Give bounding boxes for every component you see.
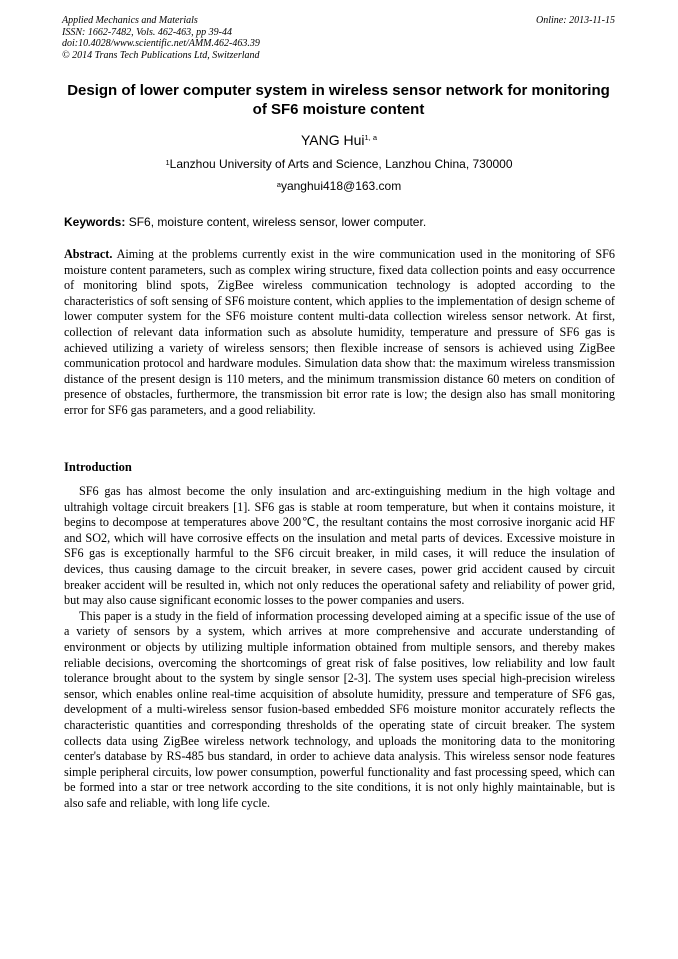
- abstract-text: Aiming at the problems currently exist in the wire communication used in the monitoring of SF6 moisture content parameters, such as complex wiring structure, fixed data collection points and easy occurrence of monitoring blind spots, ZigBee wireless communication technology is adopted according to the characteristics of soft sensing of SF6 moisture content, which applies to the implementation of design scheme of lower computer system for the SF6 moisture content multi-data collection wireless sensor network. At first, collection of relevant data information such as absolute humidity, temperature and pressure of SF6 gas is achieved utilizing a variety of wireless sensors; then flexible increase of sensors is achieved using ZigBee communication protocol and hardware modules. Simulation data show that: the maximum wireless transmission distance of the present design is 110 meters, and the minimum transmission distance 60 meters on condition of presence of obstacles, furthermore, the transmission bit error rate is low; the design also has small monitoring error for SF6 gas parameters, and a good reliability.: [64, 247, 615, 417]
- doi-line: doi:10.4028/www.scientific.net/AMM.462-463.39: [62, 38, 260, 49]
- paper-title: Design of lower computer system in wireless sensor network for monitoring of SF6 moisture content: [67, 82, 610, 118]
- affiliation-superscript: 1: [165, 158, 170, 167]
- keywords-text: SF6, moisture content, wireless sensor, lower computer.: [125, 215, 427, 229]
- author-name: YANG Hui: [300, 132, 365, 148]
- author-superscript: 1, a: [364, 133, 378, 142]
- abstract-label: Abstract.: [64, 247, 113, 261]
- keywords-line: [64, 215, 615, 230]
- email-text: yanghui418@163.com: [280, 179, 402, 193]
- issn-line: ISSN: 1662-7482, Vols. 462-463, pp 39-44: [62, 26, 232, 38]
- abstract-paragraph: [64, 247, 615, 419]
- affiliation-text: Lanzhou University of Arts and Science, Lanzhou China, 730000: [169, 157, 513, 171]
- email-superscript: a: [276, 180, 281, 189]
- keywords-label: Keywords:: [64, 215, 126, 229]
- author-line: [0, 131, 678, 149]
- introduction-heading: Introduction: [64, 460, 132, 474]
- online-date: Online: 2013-11-15: [536, 15, 615, 26]
- journal-header: [62, 15, 615, 61]
- email-line: [0, 179, 678, 194]
- affiliation-line: [0, 157, 678, 172]
- journal-name: Applied Mechanics and Materials: [62, 15, 198, 26]
- introduction-paragraph-1: SF6 gas has almost become the only insulation and arc-extinguishing medium in the high voltage and ultrahigh voltage circuit breakers [1]. SF6 gas is stable at room temperature, but when it contains moisture, it begins to decompose at temperatures above 200℃, the resultant contains the most corrosive inorganic acid HF and SO2, which will have corrosive effects on the insulation and metal parts of devices. Excessive moisture in SF6 gas is exceptionally harmful to the SF6 circuit breaker, in mild cases, it will reduce the insulation of devices, thus causing damage to the circuit breaker, in severe cases, power grid accident caused by circuit breaker accident will be resulted in, which not only reduces the operational safety and reliability of power grid, but may also cause significant economic losses to the power companies and users.: [64, 484, 615, 608]
- copyright-line: © 2014 Trans Tech Publications Ltd, Switzerland: [62, 49, 260, 61]
- introduction-paragraph-2: This paper is a study in the field of information processing developed aiming at a specific issue of the use of a variety of sensors by a system, which arrives at more comprehensive and accurate understanding of environment or objects by utilizing multiple information obtained from multiple sensors, and thereby makes reliable decisions, overcoming the shortcomings of great risk of false positives, low reliability and low fault tolerance brought about to the system by single sensor [2-3]. The system uses special high-precision wireless sensor, which enables online real-time acquisition of absolute humidity, pressure and temperature of SF6 gas, development of a multi-wireless sensor fusion-based embedded SF6 moisture monitor accurately reflects the characteristic quantities and corresponding thresholds of the operating state of circuit breaker. The system collects data using ZigBee wireless network technology, and uploads the monitoring data to the monitoring center's database by RS-485 bus standard, in order to achieve data analysis. This wireless sensor node features simple peripheral circuits, low power consumption, powerful functionality and fast processing speed, which can be formed into a star or tree network according to the site conditions, it is not only highly maintainable, but is also safe and reliable, with long life cycle.: [64, 608, 615, 810]
- introduction-body: [64, 484, 615, 811]
